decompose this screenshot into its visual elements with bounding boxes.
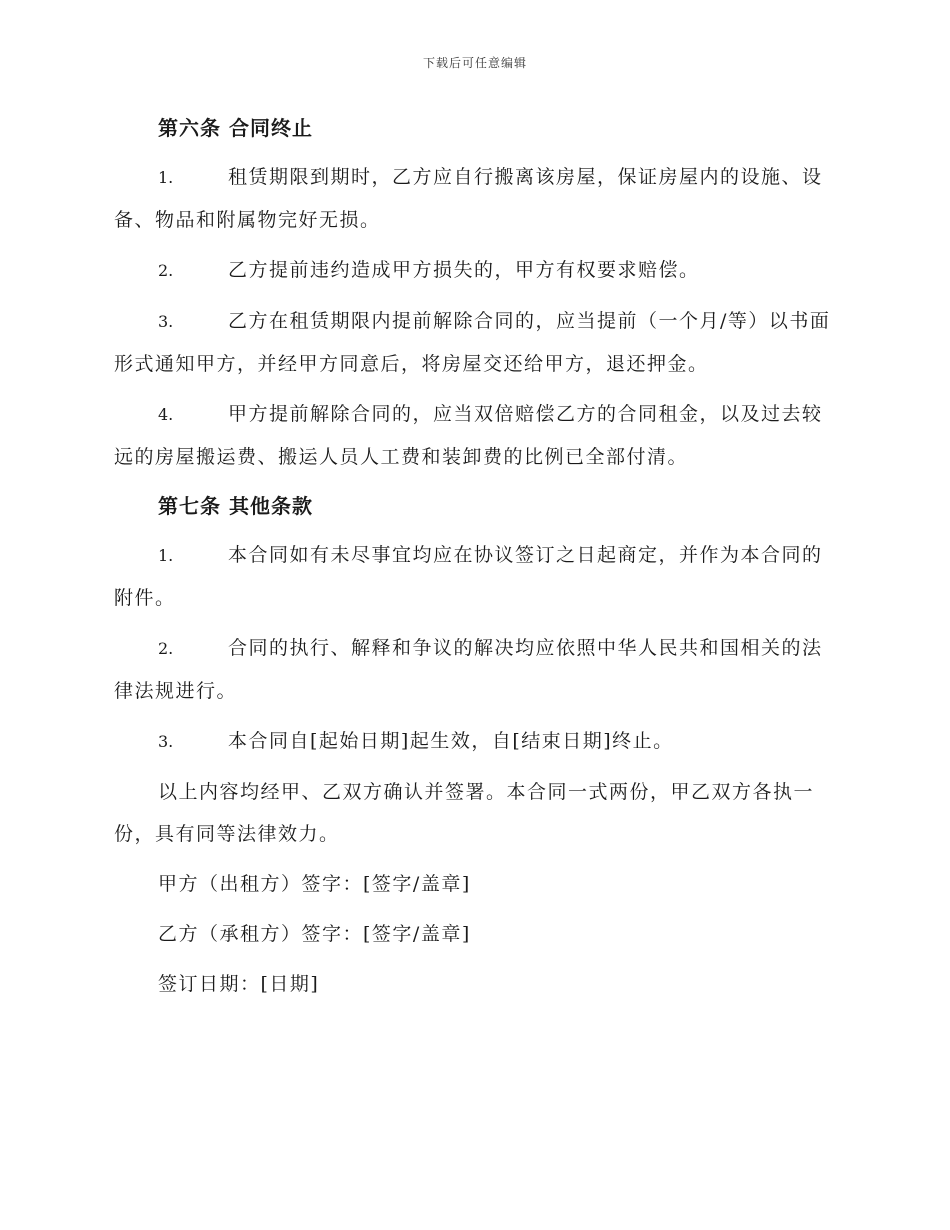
section-heading-other-terms: 第七条 其他条款 <box>158 494 313 518</box>
clause-number: 1. <box>158 546 174 565</box>
clause-text: 乙方提前违约造成甲方损失的，甲方有权要求赔偿。 <box>228 259 700 281</box>
clause-number: 2. <box>158 261 174 280</box>
clause-number: 4. <box>158 405 174 424</box>
section-heading-termination: 第六条 合同终止 <box>158 116 313 140</box>
clause-text: 甲方提前解除合同的，应当双倍赔偿乙方的合同租金，以及过去较远的房屋搬运费、搬运人员人工费和装卸费的比例已全部付清。 <box>114 403 823 468</box>
clause-text: 乙方在租赁期限内提前解除合同的，应当提前（一个月/等）以书面形式通知甲方，并经甲方同意后，将房屋交还给甲方，退还押金。 <box>114 310 831 375</box>
clause-text: 本合同如有未尽事宜均应在协议签订之日起商定，并作为本合同的附件。 <box>114 544 823 609</box>
closing-paragraph: 以上内容均经甲、乙双方确认并签署。本合同一式两份，甲乙双方各执一份，具有同等法律效力。 <box>114 781 815 845</box>
clause-number: 3. <box>158 312 174 331</box>
clause-number: 1. <box>158 168 174 187</box>
clause-number: 2. <box>158 639 174 658</box>
clause-text: 租赁期限到期时，乙方应自行搬离该房屋，保证房屋内的设施、设备、物品和附属物完好无损。 <box>114 166 823 231</box>
page-header: 下载后可任意编辑 <box>422 56 527 70</box>
clause-item <box>114 393 834 478</box>
clause-item <box>114 156 834 241</box>
party-a-signature-line: 甲方（出租方）签字：[签字/盖章] <box>158 873 471 895</box>
clause-text: 本合同自[起始日期]起生效，自[结束日期]终止。 <box>228 730 674 752</box>
signing-date-line: 签订日期：[日期] <box>158 973 320 995</box>
clause-text: 合同的执行、解释和争议的解决均应依照中华人民共和国相关的法律法规进行。 <box>114 637 823 702</box>
party-b-signature-line: 乙方（承租方）签字：[签字/盖章] <box>158 923 471 945</box>
clause-item <box>114 720 834 763</box>
clause-item <box>114 534 834 619</box>
document-body <box>114 108 834 1013</box>
clause-item <box>114 300 834 385</box>
clause-item <box>114 249 834 292</box>
clause-item <box>114 627 834 712</box>
clause-number: 3. <box>158 732 174 751</box>
